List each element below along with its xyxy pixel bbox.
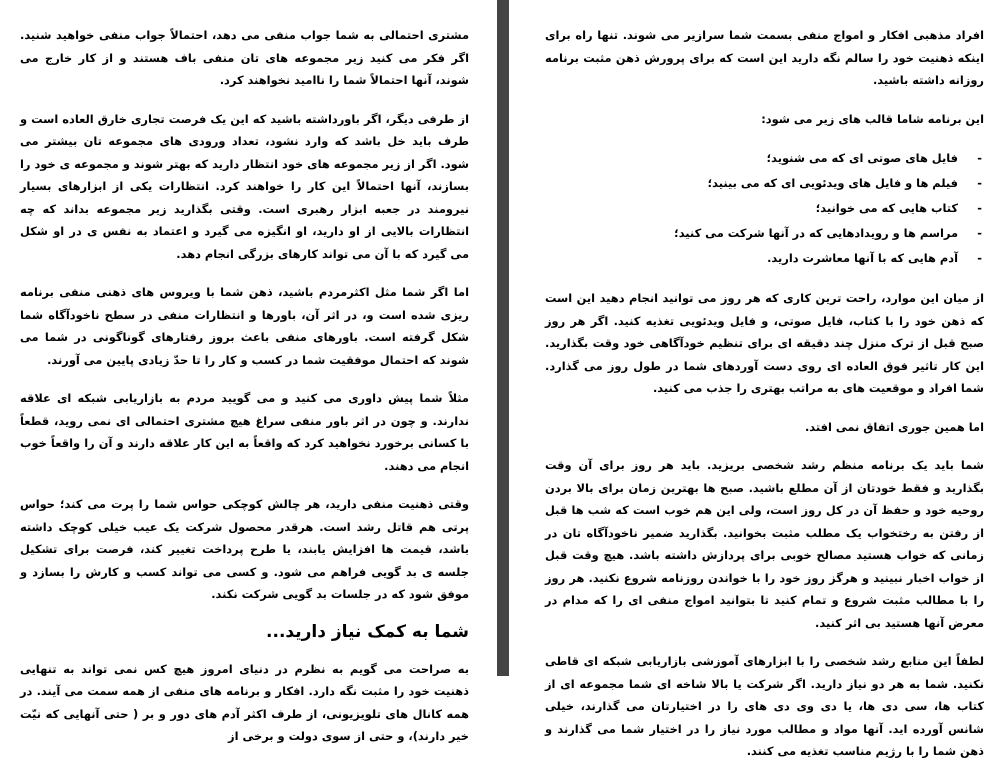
paragraph: وقتی ذهنیت منفی دارید، هر چالش کوچکی حواس شما را پرت می کند؛ حواس پرتی هم قاتل رشد است. هرقدر محصول شرکت یک عیب خیلی کوچک داشته باشد، قیمت ها افزایش یابند، یا طرح پرداخت تغییر کند، فرصت برای تشکیل جلسه ی بد گویی فراهم می شود. و کسی می تواند کسب و کارش را بسازد و موفق شود که در جلسات بد گویی شرکت نکند. [20,497,469,601]
list-item: - فایل های صوتی ای که می شنوید؛ [545,146,984,171]
list-item: - مراسم ها و رویدادهایی که در آنها شرکت می کنید؛ [545,221,984,246]
paragraph: شما باید یک برنامه منظم رشد شخصی بریزید. باید هر روز برای آن وقت بگذارید و فقط خودتان از آن مطلع باشید. صبح ها بهترین زمان برای بالا بردن روحیه خود و حفظ آن در کل روز است، ولی این هم خوب است که شب ها قبل از رفتن به رختخواب یک مطلب مثبت بخوانید. بگذارید ضمیر ناخودآگاه تان در زمانی که خواب هستید مصالح خوبی برای پردازش داشته باشد. هیچ وقت قبل از خواب اخبار نبینید و هرگز روز خود را با خواندن روزنامه شروع نکنید. هر روز را با مطالب مثبت شروع و تمام کنید تا بتوانید امواج منفی ای را که مدام در معرض آنها هستید بی اثر کنید. [545,458,984,630]
paragraph: افراد مذهبی افکار و امواج منفی بسمت شما سرازیر می شوند. تنها راه برای اینکه ذهنیت خود را سالم نگه دارید این است که برای پرورش ذهن مثبت برنامه روزانه داشته باشید. [545,28,984,87]
section-heading: شما به کمک نیاز دارید... [266,621,469,642]
left-page [0,0,497,743]
paragraph: از میان این موارد، راحت ترین کاری که هر روز می توانید انجام دهید این است که ذهن خود را با کتاب، فایل صوتی، و فایل ویدئویی تغذیه کنید. اگر هر روز صبح قبل از ترک منزل چند دقیقه ای برای تنظیم خودآگاهی خود وقت بگذارید. این کار تاثیر فوق العاده ای روی دست آوردهای شما در طول روز می گذارد. شما افراد و موقعیت های به مراتب بهتری را جذب می کنید. [545,291,984,395]
list-item: - کتاب هایی که می خوانید؛ [545,196,984,221]
right-page [509,0,1006,758]
paragraph: به صراحت می گویم به نظرم در دنیای امروز هیچ کس نمی تواند به تنهایی ذهنیت خود را مثبت نگه دارد. افکار و برنامه های منفی از همه سمت می آیند. در همه کانال های تلویزیونی، از طرف اکثر آدم های دور و بر ( حتی آنهایی که نیّت خیر دارند)، و حتی از سوی دولت و برخی از [20,661,469,743]
paragraph: مشتری احتمالی به شما جواب منفی می دهد، احتمالاً جواب منفی خواهید شنید. اگر فکر می کنید زیر مجموعه های تان منفی باف هستند و از کار خارج می شوند، آنها احتمالاً شما را ناامید نخواهند کرد. [20,28,469,87]
paragraph: اما اگر شما مثل اکثرمردم باشید، ذهن شما با ویروس های ذهنی منفی برنامه ریزی شده است و، در اثر آن، باورها و انتظارات منفی در سطح ناخودآگاه شما شکل گرفته است. باورهای منفی باعث بروز رفتارهای گوناگونی در شما می شوند که احتمال موفقیت شما در کسب و کار را تا حدّ زیادی پایین می آورند. [20,285,469,367]
page-divider [497,0,509,676]
paragraph: اما همین جوری اتفاق نمی افتد. [804,419,984,434]
paragraph: مثلاً شما پیش داوری می کنید و می گویید مردم به بازاریابی شبکه ای علاقه ندارند. و چون در اثر باور منفی سراغ هیچ مشتری احتمالی ای نمی روید، قطعاً با کسانی برخورد نخواهید کرد که واقعاً به این کار علاقه دارند و آن را واقعاً خوب انجام می دهند. [20,391,469,473]
bullet-list [545,146,984,271]
paragraph: از طرفی دیگر، اگر باورداشته باشید که این یک فرصت تجاری خارق العاده است و طرف باید خل باشد که وارد نشود، تعداد ورودی های مجموعه تان بیشتر می شود. اگر از زیر مجموعه های خود انتظار دارید که بهتر شوند و مجموعه ی خود را بسازند، آنها احتمالاً این کار را خواهند کرد. انتظارات یکی از ابزارهای بسیار نیرومند در جعبه ابزار رهبری است. وقتی بگذارید زیر مجموعه بداند که چه انتظارات بالایی از او دارید، او انگیزه می گیرد و اعتماد به نفس ی در او شکل می گیرد که با آن می تواند کارهای بزرگی انجام دهد. [20,111,469,261]
list-title: این برنامه شاما قالب های زیر می شود: [761,111,984,126]
list-item: - فیلم ها و فایل های ویدئویی ای که می بینید؛ [545,171,984,196]
paragraph: لطفاً این منابع رشد شخصی را با ابزارهای آموزشی بازاریابی شبکه ای قاطی نکنید. شما به هر دو نیاز دارید. اگر شرکت یا بالا شاخه ای شما مجموعه ای از کتاب ها، سی دی ها، یا دی وی دی های را در اختیارتان می گذارند، خیلی شانس آورده اید. آنها مواد و مطالب مورد نیاز را در اختیار شما می گذارند و ذهن شما را با رژیم مناسب تغذیه می کنند. [545,654,984,758]
list-item: - آدم هایی که با آنها معاشرت دارید. [545,246,984,271]
